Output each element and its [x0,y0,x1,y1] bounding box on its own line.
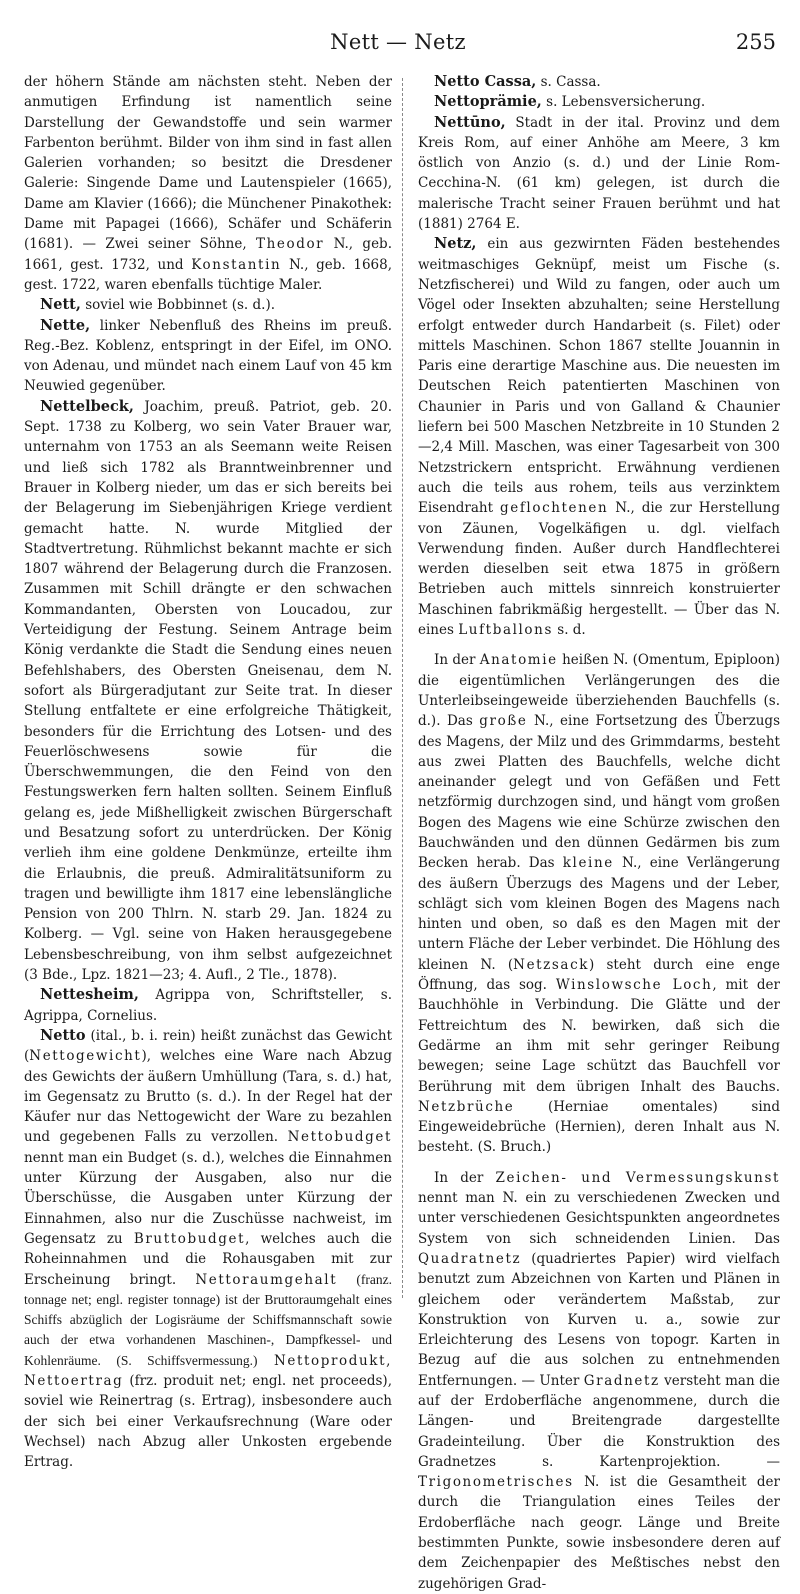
text-run: (quadriertes Papier) wird vielfach benutzt zum Abzeichnen von Karten und Plänen in gleichem oder verändertem Maßstab, zur Konstruktion von Kurven u. a., sowie zur Erleichterung des Lesens von topogr. Karten in Bezug auf die aus solchen zu entnehmenden Entfernungen. — Unter [418,1250,780,1389]
text-run: (franz. tonnage net; engl. register tonnage) ist der Bruttoraumgehalt eines Schiffs abzüglich der Logisräume der Schiffsmannschaft sowie auch der etwa vorhandenen Maschinen-, Dampfkessel- und Kohlenräume. (S. Schiffsvermessung.) [24,1271,393,1368]
spaced-term: Gradnetz [583,1372,660,1389]
text-run: nennt man ein Budget (s. d.), welches die Einnahmen unter Kürzung der Ausgaben, also nur die Überschüsse, die Ausgaben unter Kürzung der Einnahmen, also nur die Zuschüsse nachweist, im Gegensatz zu [24,1149,392,1247]
text-run: N., geb. 1668, gest. 1722, waren ebenfalls tüchtige Maler. [24,256,393,293]
entry-nettuno [418,113,780,235]
page-number: 255 [735,30,776,54]
entry-nettesheim [24,985,392,1026]
headword: Nettoprämie, [434,93,542,111]
spaced-term: Netzbrüche [418,1098,515,1115]
entry-continuation [24,72,392,295]
spaced-term: Nettoraumgehalt [195,1271,338,1288]
entry-netz-drawing [418,1168,780,1594]
entry-netz-anatomy [418,650,780,1157]
entry-nett [24,295,392,315]
text-run: ein aus gezwirnten Fäden bestehendes weitmaschiges Geknüpf, meist um Fische (s. Netzfischerei) und Wild zu fangen, oder auch um Vögel oder Insekten abzuhalten; seine Herstellung erfolgt entweder durch Handarbeit (s. Filet) oder mittels Maschinen. Schon 1867 stellte Jouannin in Paris eine derartige Maschine aus. Die neuesten im Deutschen Reich patentierten Maschinen von Chaunier in Paris und von Galland & Chaunier liefern bei 500 Maschen Netzbreite in 10 Stunden 2—2,4 Mill. Maschen, was einer Tagesarbeit von 300 Netzstrickern entspricht. Erwähnung verdienen auch die teils aus rohem, teils aus verzinktem Eisendraht [418,236,781,517]
spaced-term: große [479,713,528,730]
text-run: versteht man die auf der Erdoberfläche angenommene, durch die Längen- und Breitengrade dargestellte Gradeinteilung. Über die Konstruktion des Gradnetzes s. Kartenprojektion. — [418,1372,781,1470]
text-run: N., eine Fortsetzung des Überzugs des Magens, der Milz und des Grimmdarms, besteht aus zwei Platten des Bauchfells, welche dicht aneinander gelegt und von Gefäßen und Fett netzförmig durchzogen sind, und hängt vom großen Bogen des Magens wie eine Schürze zwischen den Bauchwänden und den dünnen Gedärmen bis zum Becken herab. Das [418,713,780,872]
spaced-term: kleine [562,855,614,872]
right-column [418,72,781,1592]
text-run: (Herniae omentales) sind Eingeweidebrüche (Hernien), deren Inhalt aus N. besteht. (S. Bruch.) [418,1098,780,1156]
spaced-term: Netzsack [513,956,590,973]
text-run: linker Nebenfluß des Rheins im preuß. Reg.-Bez. Koblenz, entspringt in der Eifel, im ONO. von Adenau, und mündet nach einem Lauf von 45 km Neuwied gegenüber. [24,317,393,395]
headword: Nettūno, [434,113,506,131]
text-run: s. d. [557,622,586,639]
headword: Netz, [434,235,477,253]
text-run: heißen N. (Omentum, Epiploon) die eigentümlichen Verlängerungen des die Unterleibseingeweide überziehenden Bauchfells (s. d.). Das [418,652,780,730]
left-column [24,72,393,1471]
text-run: N., die zur Herstellung von Zäunen, Vogelkäfigen u. dgl. vielfach Verwendung finden. Außer durch Handflechterei werden dieselben seit etwa 1875 in größern Betrieben auch mittels sinnreich konstruierter Maschinen fabrikmäßig hergestellt. — Über das N. eines [418,500,781,639]
headword: Nettelbeck, [40,397,134,415]
text-run: , mit der Bauchhöhle in Verbindung. Die Glätte und der Fettreichtum des N. bewirken, daß sich die Gedärme an ihm mit sehr geringer Reibung bewegen; seine Lage schützt das Bauchfell vor Berührung mit dem übrigen Inhalt des Bauchs. [418,977,780,1095]
entry-netz [418,234,780,640]
text-run: soviel wie Bobbinnet (s. d.). [85,297,275,314]
spaced-term: Nettoprodukt, Nettoertrag [24,1352,392,1389]
entry-nettopraemie [418,92,780,112]
text-run: ), welches eine Ware nach Abzug des Gewichts der äußern Umhüllung (Tara, s. d.) hat, im Gegensatz zu Brutto (s. d.). In der Regel hat der Käufer nur das Nettogewicht der Ware zu bezahlen und gegebenen Falls zu verzollen. [24,1048,392,1146]
spaced-name: Konstantin [191,256,282,273]
spaced-term: Winslowsche Loch [555,977,713,994]
spaced-term: Zeichen- und Vermessungskunst [495,1169,781,1186]
text-run: nennt man N. ein zu verschiedenen Zwecken und unter verschiedenen Gesichtspunkten angeordnetes System von sich schneidenden Linien. Das [418,1190,780,1247]
text-run: N., geb. 1661, gest. 1732, und [24,236,392,273]
page-header [20,30,776,60]
text-run: Stadt in der ital. Provinz und dem Kreis Rom, auf einer Anhöhe am Meere, 3 km östlich von Anzio (s. d.) und der Linie Rom-Cecchina-N. (61 km) gelegen, ist durch die malerische Tracht seiner Frauen berühmt und hat (1881) 2764 E. [418,114,780,233]
spaced-term: Bruttobudget [133,1230,246,1247]
text-run: N. ist die Gesamtheit der durch die Triangulation eines Teiles der Erdoberfläche nach geogr. Länge und Breite bestimmten Punkte, sowie insbesondere deren auf dem Zeichenpapier des Meßtisches nebst den zugehörigen Grad- [418,1474,780,1592]
text-run: (ital., b. i. rein) heißt zunächst das Gewicht ( [24,1027,393,1065]
text-run: ) steht durch eine enge Öffnung, das sog. [418,956,780,994]
text-run: Agrippa von, Schriftsteller, s. Agrippa, Cornelius. [24,987,392,1024]
text-run: Joachim, preuß. Patriot, geb. 20. Sept. 1738 zu Kolberg, wo sein Vater Brauer war, unternahm von 1753 an als Seemann weite Reisen und ließ sich 1782 als Branntweinbrenner und Brauer in Kolberg nieder, um das er sich bereits bei der Belagerung im Siebenjährigen Kriege verdient gemacht hatte. N. wurde Mitglied der Stadtvertretung. Rühmlichst bekannt machte er sich 1807 während der Belagerung durch die Franzosen. Zusammen mit Schill drängte er den schwachen Kommandanten, Obersten von Loucadou, zur Verteidigung der Festung. Seinem Antrage beim König verdankte die Stadt die Sendung eines neuen Befehlshabers, des Obersten Gneisenau, dem N. sofort als Bürgeradjutant zur Seite trat. In dieser Stellung entfaltete er eine erfolgreiche Thätigkeit, besonders für die Errichtung des Lotsen- und des Feuerlöschwesens sowie für die Überschwemmungen, die den Feind von den Festungswerken fern halten sollten. Seinem Einfluß gelang es, jede Mißhelligkeit zwischen Bürgerschaft und Besatzung sofort zu unterdrücken. Der König verlieh ihm eine goldene Denkmünze, erteilte ihm die Erlaubnis, die preuß. Admiralitätsuniform zu tragen und bewilligte ihm 1817 eine lebenslängliche Pension von 200 Thlrn. N. starb 29. Jan. 1824 zu Kolberg. — Vgl. seine von Haken herausgegebene Lebensbeschreibung, von ihm selbst aufgezeichnet (3 Bde., Lpz. 1821—23; 4. Aufl., 2 Tle., 1878). [24,398,392,984]
text-run: der höhern Stände am nächsten steht. Neben der anmutigen Erfindung ist namentlich seine Darstellung der Gewandstoffe und sein warmer Farbenton berühmt. Bilder von ihm sind in fast allen Galerien vorhanden; so besitzt die Dresdener Galerie: Singende Dame und Lautenspieler (1665), Dame am Klavier (1666); die Münchener Pinakothek: Dame mit Papagei (1666), Schäfer und Schäferin (1681). — Zwei seiner Söhne, [24,74,392,253]
spaced-term: Nettogewicht [29,1048,142,1065]
text-run: , welches auch die Roheinnahmen und die Rohausgaben mit zur Erscheinung bringt. [24,1230,392,1288]
entry-netto [24,1026,392,1473]
text-run: N., eine Verlängerung des äußern Überzugs des Magens und der Leber, schlägt sich vom kleinen Bogen des Magens nach hinten und oben, so daß es den Magen mit der untern Fläche der Leber verbindet. Die Höhlung des kleinen N. ( [418,855,781,973]
entry-nettelbeck [24,397,392,986]
running-title: Nett — Netz [330,30,466,54]
text-run: (frz. produit net; engl. net proceeds), soviel wie Reinertrag (s. Ertrag), insbesondere auch der sich bei einer Verkaufsrechnung (Ware oder Wechsel) nach Abzug aller Unkosten ergebende Ertrag. [24,1373,392,1471]
headword: Netto Cassa, [434,73,537,90]
spaced-term: Luftballons [458,622,553,639]
spaced-term: Nettobudget [287,1129,392,1146]
column-divider [402,78,403,1298]
spaced-term: Trigonometrisches [418,1474,574,1491]
spaced-term: geflochtenen [500,500,609,517]
spaced-term: Anatomie [479,652,558,669]
headword: Netto [40,1026,86,1044]
spaced-term: Quadratnetz [418,1250,522,1267]
headword: Nette, [40,316,91,334]
spaced-name: Theodor [255,236,325,253]
headword: Nett, [40,296,81,314]
entry-netto-cassa [418,72,780,92]
headword: Nettesheim, [40,986,139,1004]
entry-nette [24,316,392,397]
text-run: In der [434,1169,484,1186]
text-run: s. Lebensversicherung. [546,94,706,111]
text-run: In der [434,652,476,669]
text-run: s. Cassa. [540,74,601,90]
